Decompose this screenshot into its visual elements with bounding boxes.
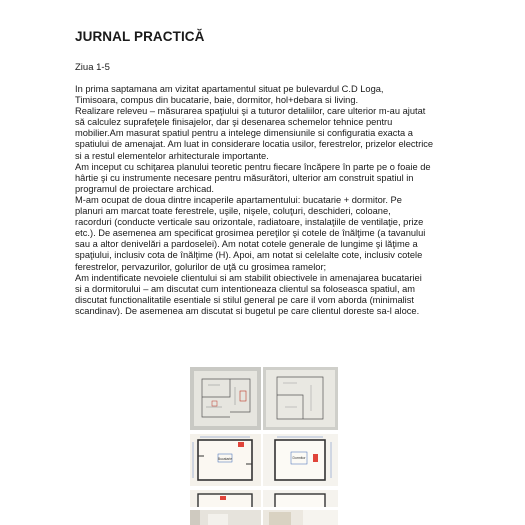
text-line: să calculez suprafeţele finisajelor, dar şi desenarea schemelor tehnice pentru: [75, 117, 393, 128]
text-line: mobilier.Am masurat spatiul pentru a intelege dimensiunile si configuratia exacta a: [75, 128, 413, 139]
text-line: Am indentificate nevoiele clientului si am stabilit obiectivele in amenajarea bucatariei: [75, 272, 422, 283]
text-line: racorduri (conducte verticale sau orizontale, radiatoare, instalaţiile de ventilaţie, prize: [75, 217, 424, 228]
text-line: spaţiului, inclusiv cota de înălţime (H). Apoi, am notat si celelalte cote, inclusiv cotele: [75, 250, 423, 261]
room-photo-1: [190, 510, 261, 525]
sketch-photo-1: [190, 367, 261, 430]
text-line: Am inceput cu schiţarea planului teoretic pentru fiecare încăpere în parte pe o foaie de: [75, 161, 431, 172]
text-line: hârtie şi cu instrumente necesare pentru măsurători, ulterior am construit spatiul in: [75, 172, 414, 183]
floor-plan-kitchen: [190, 434, 261, 486]
text-line: M-am ocupat de doua dintre incaperile apartamentului: bucatarie + dormitor. Pe: [75, 194, 402, 205]
room-photo-2: [263, 510, 338, 525]
text-line: discutat functionalitatile esentiale si stilul general pe care il vom aborda (minimalist: [75, 294, 414, 305]
document-title: JURNAL PRACTICĂ: [75, 29, 205, 44]
text-line: Timisoara, compus din bucatarie, baie, dormitor, hol+debara si living.: [75, 95, 359, 106]
text-line: planuri am marcat toate ferestrele, uşile, nişele, coluţuri, deschideri, coloane,: [75, 206, 391, 217]
text-line: scandinav). De asemenea am discutat si bugetul pe care clientul doreste sa-l aloce.: [75, 305, 420, 316]
text-line: si a dormitorului – am discutat cum intentioneaza clientul sa foloseasca spatiul, am: [75, 283, 416, 294]
floor-plan-bedroom: [263, 434, 338, 486]
text-line: ferestrelor, pervazurilor, golurilor de uţă cu grosimea ramelor;: [75, 261, 327, 272]
photo-collage: [190, 367, 338, 525]
text-line: spatiului de amenajat. Am luat in considerare locatia usilor, ferestrelor, prizelor electrice: [75, 139, 434, 150]
text-line: programul de proiectare archicad.: [75, 183, 215, 194]
plan-label-bedroom: Dormitor: [292, 456, 306, 460]
text-line: Realizare releveu – măsurarea spaţiului şi a tuturor detaliilor, care ulterior m-au ajutat: [75, 106, 426, 117]
day-range: Ziua 1-5: [75, 62, 110, 73]
text-line: sau a altor denivelări a pardoselei). Am notat cotele generale de lungime şi lăţime a: [75, 239, 418, 250]
text-line: etc.). De asemenea am specificat grosimea pereţilor şi cotele de înălţime (a tavanului: [75, 228, 426, 239]
journal-body: [75, 84, 465, 317]
floor-plan-detail-1: [190, 490, 261, 507]
text-line: si a restul elementelor arhitecturale importante.: [75, 150, 269, 161]
floor-plan-detail-2: [263, 490, 338, 507]
text-line: In prima saptamana am vizitat apartamentul situat pe bulevardul C.D Loga,: [75, 84, 384, 94]
sketch-photo-2: [263, 367, 338, 430]
plan-label-kitchen: Bucatarie: [217, 457, 233, 461]
